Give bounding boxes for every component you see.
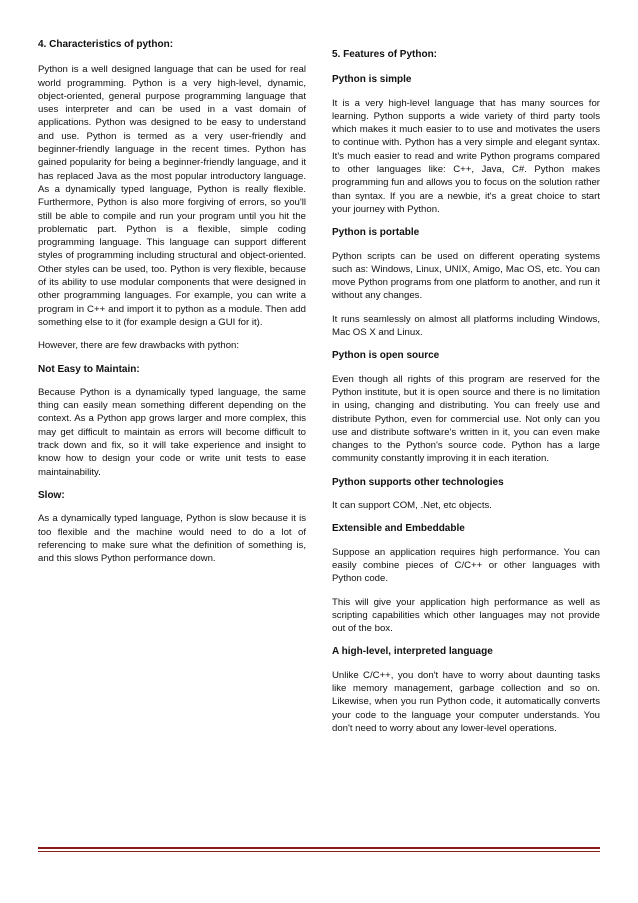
open-source-paragraph: Even though all rights of this program are reserved for the Python institute, but it is open source and there is no limitation in using, changing and distributing. You can freely use and distribute Python, even for commercial use. Not only can you use and distribute software's written in it, you can even make changes to the Python's source code. Python has a large community constantly improving it in each iteration. [332,373,600,465]
technologies-heading: Python supports other technologies [332,476,504,488]
portable-heading: Python is portable [332,227,420,239]
characteristics-paragraph: Python is a well designed language that can be used for real world programming. Python is a very high-level, dynamic, object-oriented, general purpose programming language that uses interpreter and can be used in a vast domain of applications. Python was designed to be easy to understand and use. Python is termed as a very user-friendly and beginner-friendly language in the recent times. Python has gained popularity for being a beginner-friendly language, and it has replaced Java as the most popular introductory language. As a dynamically typed language, Python is really flexible. Furthermore, Python is also more forgiving of errors, so you'll still be able to compile and run your program until you hit the problematic part. Python is a flexible, simple coding programming language. This language can support different styles of programming including structural and object-oriented. Other styles can be used, too. Python is very flexible, because of its ability to use modular components that were designed in other programming languages. For example, you can write a program in C++ and import it to python as a module. Then add something else to it (for example design a GUI for it). [38,64,306,328]
left-column [38,38,306,575]
simple-heading: Python is simple [332,74,412,86]
portable-paragraph-1: Python scripts can be used on different operating systems such as: Windows, Linux, UNIX, Amigo, Mac OS, etc. You can move Python programs from one platform to another, and run it without any changes. [332,250,600,302]
open-source-heading: Python is open source [332,350,440,362]
maintain-paragraph: Because Python is a dynamically typed language, the same thing can easily mean something different depending on the context. As a Python app grows larger and more complex, this may get difficult to maintain as errors will become difficult to track down and fix, so it will take experience and insight to know how to design your code or write unit tests to ease maintainability. [38,386,306,478]
maintain-heading: Not Easy to Maintain: [38,363,140,375]
slow-heading: Slow: [38,489,65,501]
footer-rule [38,847,600,849]
right-column [332,48,600,745]
drawbacks-intro: However, there are few drawbacks with python: [38,340,240,352]
footer-rule-thin [38,851,600,852]
section-5-heading: 5. Features of Python: [332,49,438,60]
high-level-paragraph: Unlike C/C++, you don't have to worry about daunting tasks like memory management, garbage collection and so on. Likewise, when you run Python code, it automatically converts your code to the language your computer understands. You don't need to worry about any lower-level operations. [332,669,600,734]
high-level-heading: A high-level, interpreted language [332,646,493,658]
extensible-paragraph-1: Suppose an application requires high performance. You can easily combine pieces of C/C++ or other languages with Python code. [332,546,600,585]
slow-paragraph: As a dynamically typed language, Python is slow because it is too flexible and the machine would need to do a lot of referencing to make sure what the definition of something is, and this slows Python performance down. [38,513,306,565]
extensible-paragraph-2: This will give your application high performance as well as scripting capabilities which other languages may not provide out of the box. [332,596,600,635]
simple-paragraph: It is a very high-level language that has many sources for learning. Python supports a wide variety of third party tools which makes it much easier to to use and motivates the users to continue with. Python has a very simple and elegant syntax. It's much easier to read and write Python programs compared to other languages like: C++, Java, C#. Python makes programming fun and allows you to focus on the solution rather than syntax. If you are a newbie, it's a great choice to start your journey with Python. [332,97,600,215]
extensible-heading: Extensible and Embeddable [332,523,465,535]
technologies-paragraph: It can support COM, .Net, etc objects. [332,500,492,512]
section-4-heading: 4. Characteristics of python: [38,39,174,50]
portable-paragraph-2: It runs seamlessly on almost all platforms including Windows, Mac OS X and Linux. [332,313,600,339]
